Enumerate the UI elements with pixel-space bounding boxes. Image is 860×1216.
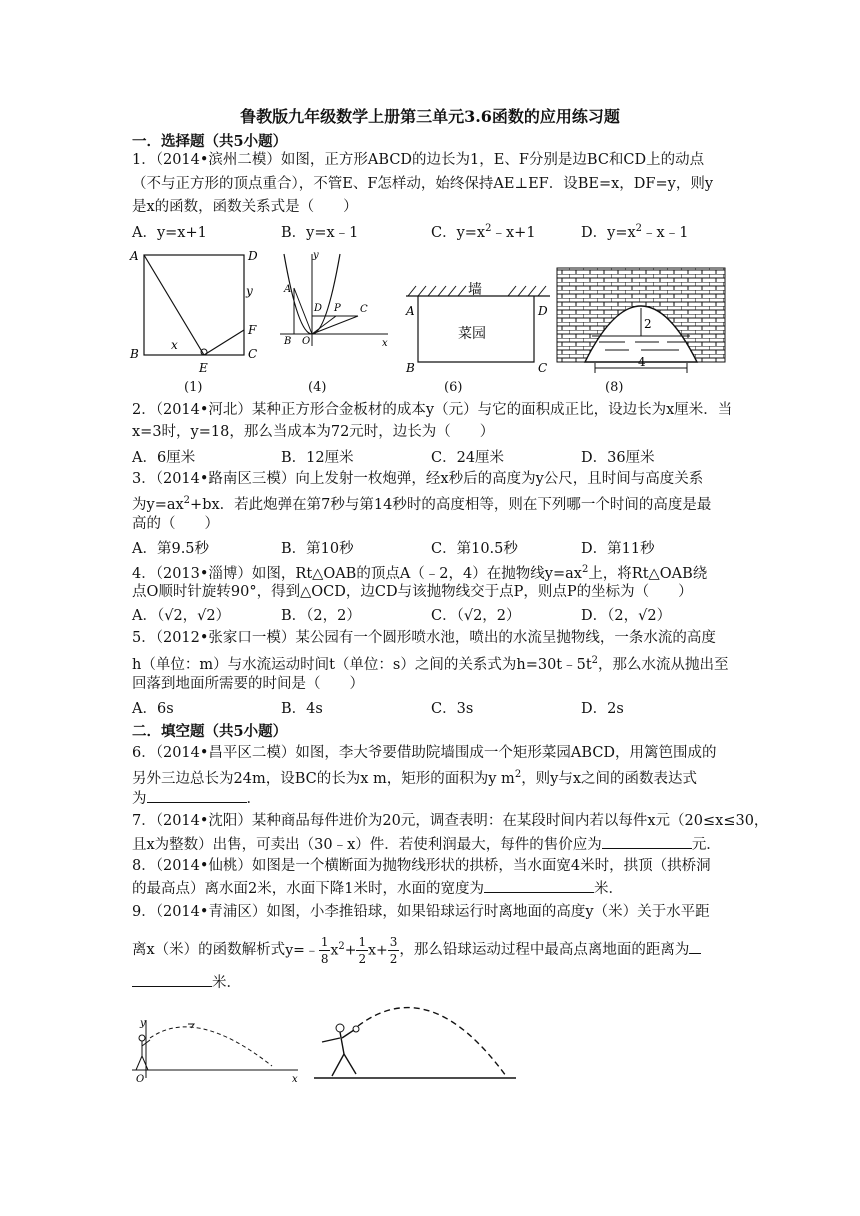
q5-line2: h（单位：m）与水流运动时间t（单位：s）之间的关系式为$h=30t﹣5t^2$，那么水流从抛出至 (132, 655, 729, 673)
section-heading-fill: 二．填空题（共5小题） (132, 723, 288, 740)
q2-option-b: B．12厘米 (281, 450, 354, 466)
q3-line3: 高的（ ） (132, 516, 219, 532)
q7-answer-blank (602, 834, 692, 849)
q1-line1: 1．（2014•滨州二模）如图，正方形ABCD的边长为1，E、F分别是边BC和CD上的动点 (132, 152, 705, 168)
svg-text:D: D (248, 249, 258, 263)
q1-option-c: C．$y=x^2﹣x+1$ (431, 223, 536, 241)
figure-1-square (126, 248, 266, 378)
svg-text:y: y (140, 1018, 146, 1029)
svg-text:D: D (538, 304, 548, 318)
garden-label: 菜园 (458, 326, 486, 342)
figure-4-caption: (4) (308, 380, 327, 395)
q4-option-c: C．（√2，2） (431, 608, 521, 624)
q1-option-a: A．y=x+1 (132, 225, 207, 241)
svg-text:y: y (313, 250, 319, 261)
svg-text:B: B (406, 361, 415, 375)
svg-text:C: C (360, 304, 368, 315)
q9-line1: 9．（2014•青浦区）如图，小李推铅球，如果铅球运行时离地面的高度y（米）关于水平距 (132, 904, 710, 920)
svg-text:B: B (284, 336, 292, 347)
q3-option-a: A．第9.5秒 (132, 541, 210, 557)
q4-option-b: B．（2，2） (281, 608, 361, 624)
q2-option-a: A．6厘米 (132, 450, 196, 466)
section-heading-choice: 一．选择题（共5小题） (132, 133, 288, 150)
svg-text:D: D (314, 303, 323, 314)
q6-line3: 为 ． (132, 788, 732, 809)
svg-text:A: A (284, 284, 292, 295)
svg-text:C: C (248, 347, 258, 361)
q5-line3: 回落到地面所需要的时间是（ ） (132, 676, 364, 692)
q4-option-a: A．（√2，√2） (132, 608, 231, 624)
q9-formula: y=﹣ $\frac{1}{8}$ $x^2+$ $\frac{1}{2}$ x+ $\frac{3}{2}$ (285, 934, 398, 966)
q6-line2: 另外三边总长为24m，设BC的长为x m，矩形的面积为y $m^2$，则y与x之间的函数表达式 (132, 769, 698, 787)
svg-text:x: x (171, 338, 178, 352)
q1-line3: 是x的函数，函数关系式是（ ） (132, 199, 358, 215)
q7-line1: 7．（2014•沈阳）某种商品每件进价为20元，调查表明：在某段时间内若以每件x元（20≤x≤30， (132, 813, 769, 829)
wall-label: 墙 (468, 282, 482, 298)
q3-option-b: B．第10秒 (281, 541, 354, 557)
svg-text:y: y (246, 284, 253, 298)
figure-1-caption: (1) (184, 380, 203, 395)
q8-answer-blank (484, 878, 594, 893)
q2-line2: x=3时，y=18，那么当成本为72元时，边长为（ ） (132, 424, 495, 440)
q8-line1: 8．（2014•仙桃）如图是一个横断面为抛物线形状的拱桥，当水面宽4米时，拱顶（拱桥洞 (132, 858, 711, 874)
svg-text:x: x (292, 1074, 298, 1085)
svg-text:C: C (538, 361, 548, 375)
q5-option-a: A．6s (132, 701, 174, 717)
q7-line2: 且x为整数）出售，可卖出（30﹣x）件．若使利润最大，每件的售价应为 元． (132, 834, 732, 855)
figure-9-shotput-graph (126, 1016, 306, 1086)
q1-line2: （不与正方形的顶点重合），不管E、F怎样动，始终保持AE⊥EF．设BE=x，DF=y，则y (132, 176, 714, 192)
arch-height-label: 2 (644, 317, 652, 331)
svg-text:A: A (406, 304, 415, 318)
q2-line1: 2．（2014•河北）某种正方形合金板材的成本y（元）与它的面积成正比，设边长为x厘米．当 (132, 402, 733, 418)
svg-text:x: x (382, 338, 388, 349)
q5-option-c: C．3s (431, 701, 474, 717)
svg-text:P: P (334, 303, 341, 314)
q1-option-d: D．$y=x^2﹣x﹣1$ (581, 223, 689, 241)
figure-6-garden (402, 276, 554, 376)
q3-line2: 为$y=ax^2+bx$．若此炮弹在第7秒与第14秒时的高度相等，则在下列哪一个时间的高度是最 (132, 495, 712, 513)
svg-text:B: B (130, 347, 139, 361)
svg-text:E: E (199, 361, 208, 375)
q5-option-d: D．2s (581, 701, 624, 717)
q4-option-d: D．（2，√2） (581, 608, 672, 624)
q1-option-b: B．y=x﹣1 (281, 225, 359, 241)
q3-line1: 3．（2014•路南区三模）向上发射一枚炮弹，经x秒后的高度为y公尺，且时间与高度关系 (132, 471, 704, 487)
q2-option-c: C．24厘米 (431, 450, 505, 466)
svg-text:F: F (248, 323, 257, 337)
svg-text:A: A (130, 249, 139, 263)
figure-6-caption: (6) (444, 380, 463, 395)
arch-width-label: 4 (638, 355, 646, 369)
q6-line1: 6．（2014•昌平区二模）如图，李大爷要借助院墙围成一个矩形菜园ABCD，用篱笆围成的 (132, 745, 717, 761)
svg-text:O: O (302, 336, 311, 347)
q3-option-d: D．第11秒 (581, 541, 655, 557)
figure-8-arch-bridge (555, 266, 731, 378)
figure-8-caption: (8) (605, 380, 624, 395)
q6-answer-blank (147, 788, 247, 803)
q5-option-b: B．4s (281, 701, 323, 717)
svg-text:O: O (136, 1074, 145, 1085)
q5-line1: 5．（2012•张家口一模）某公园有一个圆形喷水池，喷出的水流呈抛物线，一条水流的高度 (132, 630, 716, 646)
q4-line2: 点O顺时针旋转90°，得到△OCD，边CD与该抛物线交于点P，则点P的坐标为（ ） (132, 584, 693, 600)
figure-9-shotput-illustration (310, 1002, 522, 1086)
figure-4-parabola (272, 248, 396, 358)
q4-line1: 4．（2013•淄博）如图，Rt△OAB的顶点A（﹣2，4）在抛物线$y=ax^2$上，将Rt△OAB绕 (132, 564, 708, 582)
page-title: 鲁教版九年级数学上册第三单元3.6函数的应用练习题 (240, 107, 620, 126)
q9-line2: 离x（米）的函数解析式y=﹣ $\frac{1}{8}$ $x^2+$ $\frac{1}{2}$ x+ $\frac{3}{2}$ ，那么铅球运动过程中最高点离地面的距离为 (132, 930, 732, 970)
q2-option-d: D．36厘米 (581, 450, 655, 466)
q8-line2: 的最高点）离水面2米，水面下降1米时，水面的宽度为 米． (132, 878, 732, 899)
q9-answer-blank (132, 972, 212, 987)
q9-line3: 米． (132, 972, 732, 993)
q3-option-c: C．第10.5秒 (431, 541, 518, 557)
